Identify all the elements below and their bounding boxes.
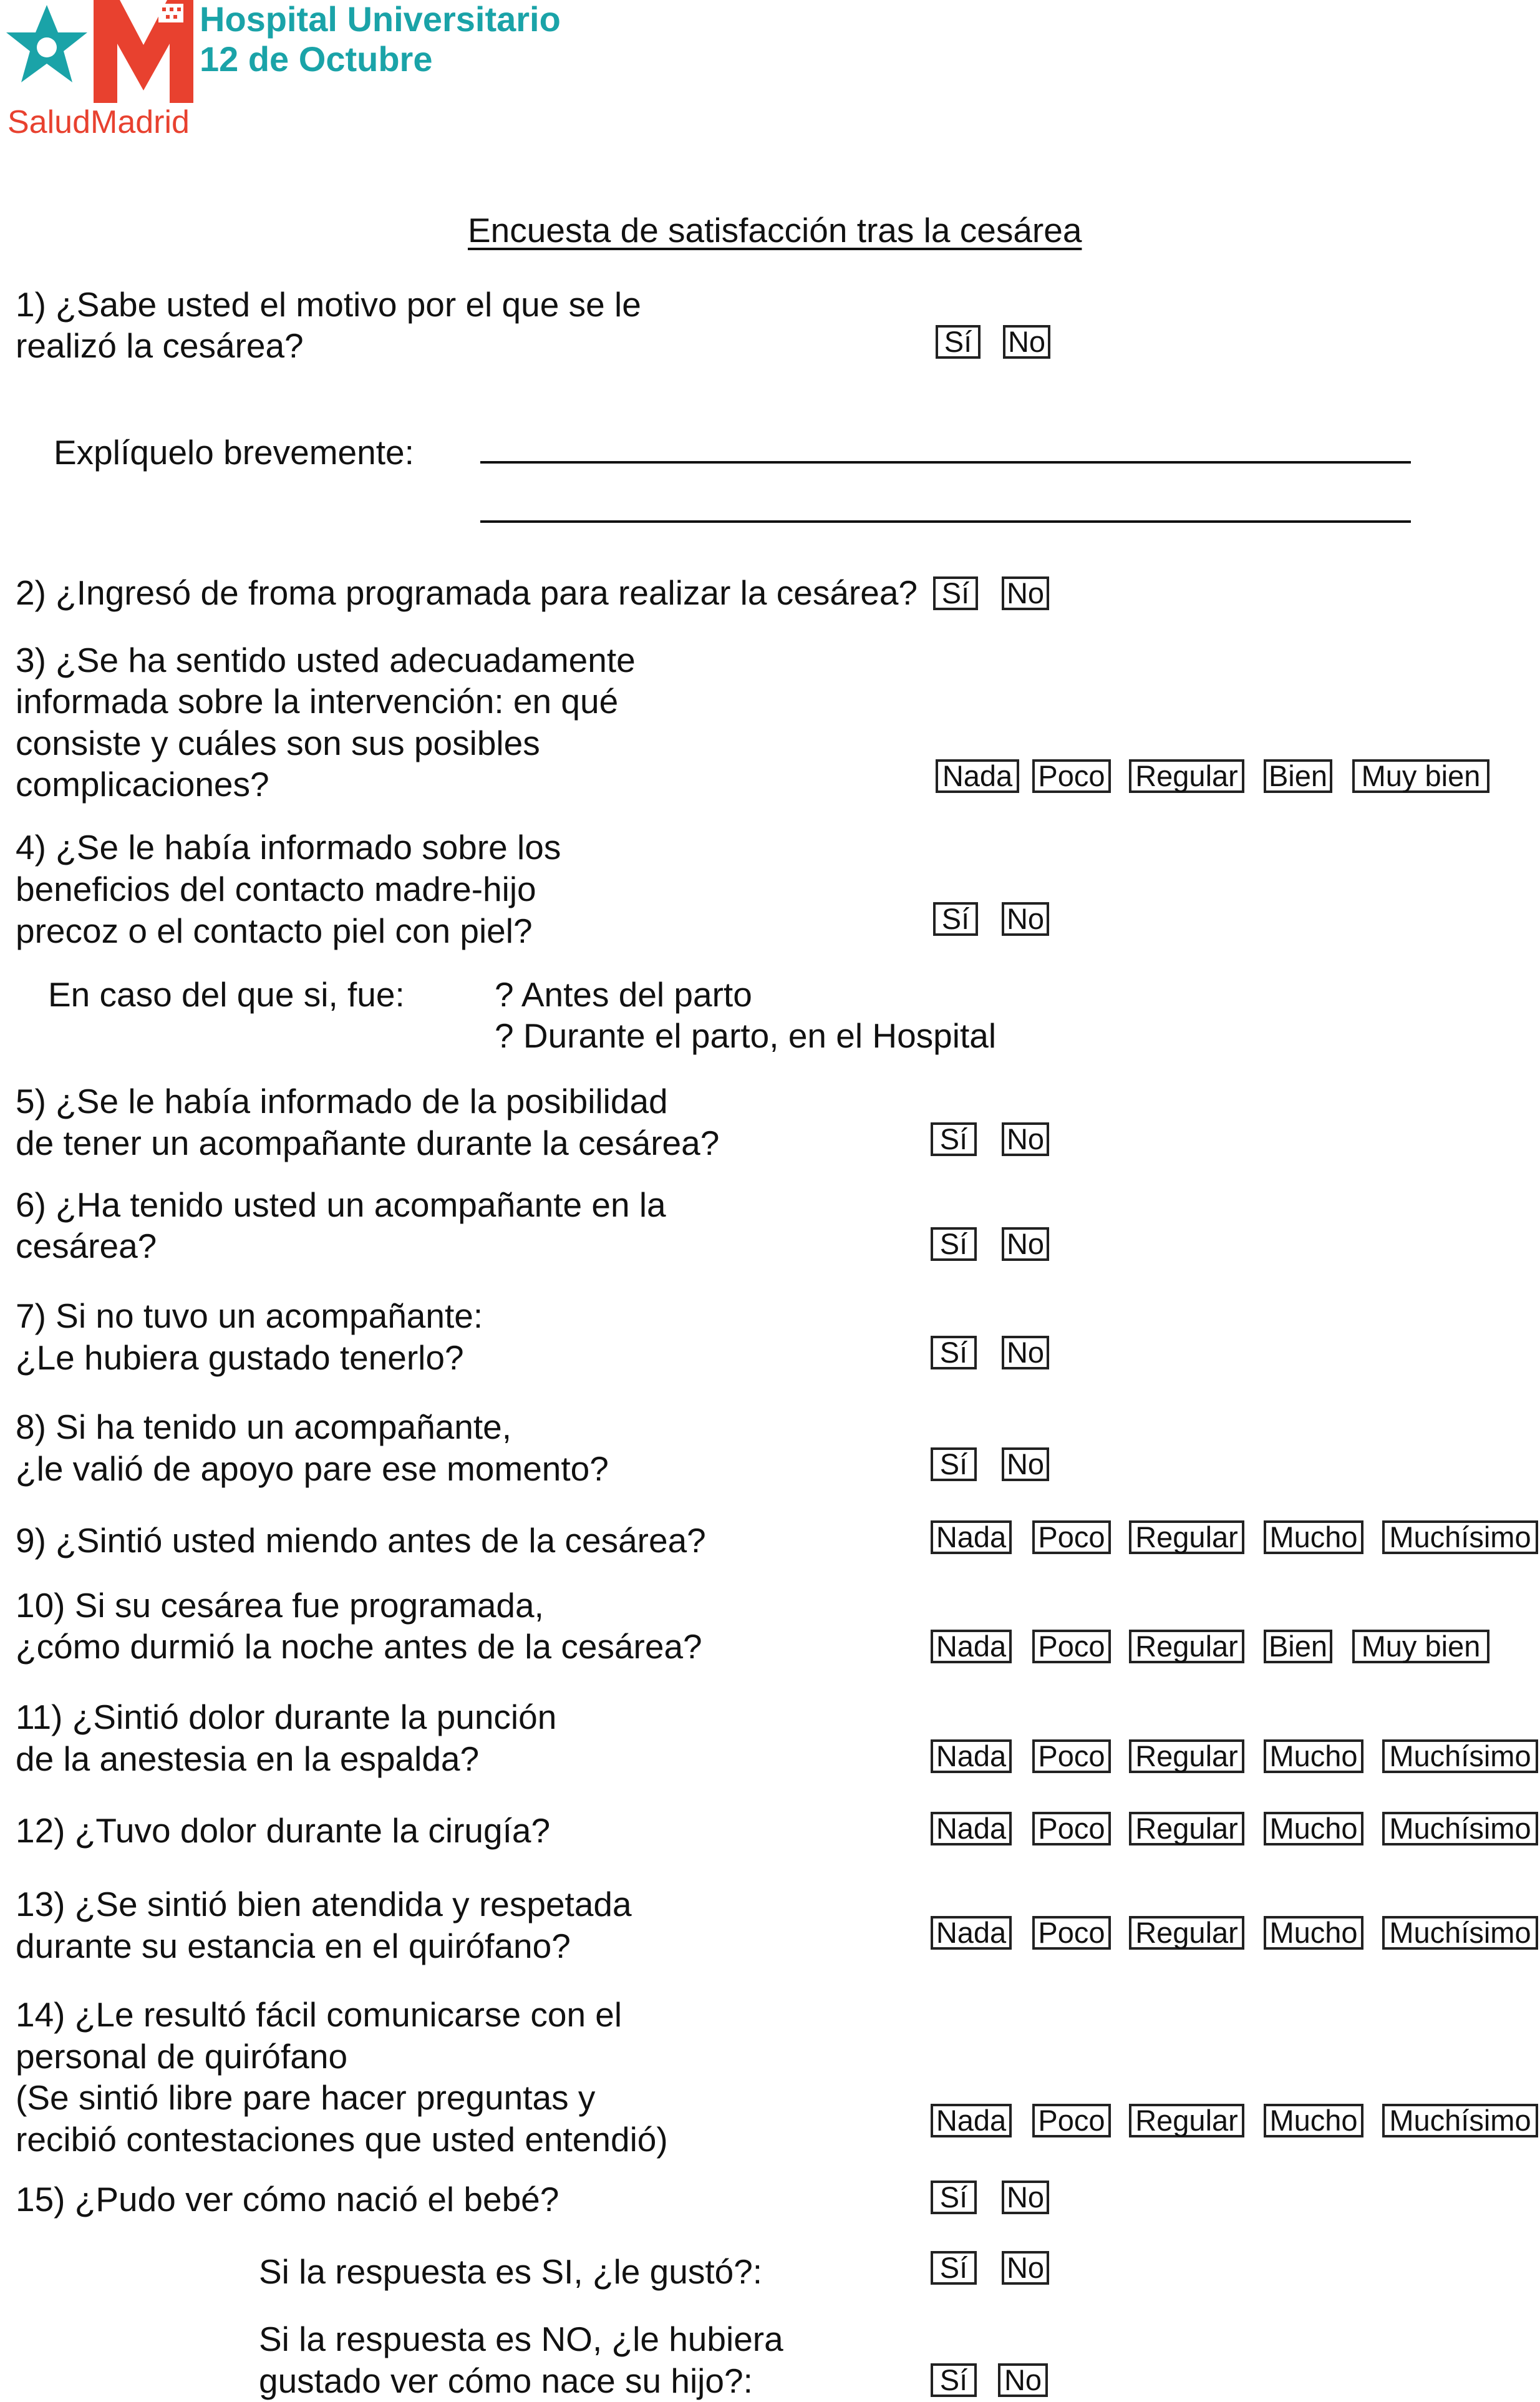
q15-sub2-no-box[interactable]: No (998, 2363, 1048, 2397)
q11-poco-box[interactable]: Poco (1032, 1739, 1111, 1773)
q10-poco-box[interactable]: Poco (1032, 1630, 1111, 1663)
q13-nada-box[interactable]: Nada (931, 1916, 1012, 1950)
q3-muy-bien-box[interactable]: Muy bien (1352, 759, 1489, 793)
q3-nada-box[interactable]: Nada (936, 759, 1019, 793)
q15-si-box[interactable]: Sí (931, 2181, 977, 2214)
q14-line1: 14) ¿Le resultó fácil comunicarse con el (16, 1995, 622, 2034)
hospital-name-line2: 12 de Octubre (200, 39, 433, 79)
q15-line1: 15) ¿Pudo ver cómo nació el bebé? (16, 2180, 559, 2219)
q9-regular-box[interactable]: Regular (1129, 1520, 1244, 1554)
q6-no-box[interactable]: No (1002, 1227, 1049, 1261)
q4-line2: beneficios del contacto madre-hijo (16, 870, 536, 908)
q12-regular-box[interactable]: Regular (1129, 1812, 1244, 1845)
q10-bien-box[interactable]: Bien (1264, 1630, 1332, 1663)
q2-line1: 2) ¿Ingresó de froma programada para realizar la cesárea? (16, 573, 918, 612)
q9-muchisimo-box[interactable]: Muchísimo (1382, 1520, 1538, 1554)
star-logo-icon (0, 0, 94, 100)
q1-no-box[interactable]: No (1003, 325, 1050, 359)
q5-line1: 5) ¿Se le había informado de la posibilidad (16, 1082, 668, 1121)
q3-poco-box[interactable]: Poco (1032, 759, 1111, 793)
q13-muchisimo-box[interactable]: Muchísimo (1382, 1916, 1538, 1950)
q3-line1: 3) ¿Se ha sentido usted adecuadamente (16, 641, 636, 679)
q9-nada-box[interactable]: Nada (931, 1520, 1012, 1554)
q11-line2: de la anestesia en la espalda? (16, 1739, 480, 1778)
salud-madrid-brand (7, 104, 190, 141)
q15-sub1-si-box[interactable]: Sí (931, 2251, 977, 2285)
q7-line1: 7) Si no tuvo un acompañante: (16, 1296, 483, 1335)
q7-si-box[interactable]: Sí (931, 1336, 977, 1369)
q13-mucho-box[interactable]: Mucho (1264, 1916, 1363, 1950)
q2-no-box[interactable]: No (1002, 576, 1049, 610)
q4-followup-label: En caso del que si, fue: (48, 975, 405, 1014)
q10-nada-box[interactable]: Nada (931, 1630, 1012, 1663)
q7-no-box[interactable]: No (1002, 1336, 1049, 1369)
q12-nada-box[interactable]: Nada (931, 1812, 1012, 1845)
q1-explain-label: Explíquelo brevemente: (54, 433, 414, 472)
q4-option-antes[interactable]: ? Antes del parto (495, 975, 752, 1014)
q8-line1: 8) Si ha tenido un acompañante, (16, 1408, 512, 1446)
q15-sub1-label: Si la respuesta es SI, ¿le gustó?: (259, 2252, 763, 2291)
q8-no-box[interactable]: No (1002, 1447, 1049, 1481)
q5-si-box[interactable]: Sí (931, 1122, 977, 1156)
q6-si-box[interactable]: Sí (931, 1227, 977, 1261)
q11-mucho-box[interactable]: Mucho (1264, 1739, 1363, 1773)
q13-regular-box[interactable]: Regular (1129, 1916, 1244, 1950)
q14-muchisimo-box[interactable]: Muchísimo (1382, 2104, 1538, 2137)
q4-si-box[interactable]: Sí (933, 902, 978, 936)
q10-muy-bien-box[interactable]: Muy bien (1352, 1630, 1489, 1663)
q14-line3: (Se sintió libre pare hacer preguntas y (16, 2078, 596, 2117)
q15-sub2-line1: Si la respuesta es NO, ¿le hubiera (259, 2320, 783, 2358)
q12-poco-box[interactable]: Poco (1032, 1812, 1111, 1845)
brand-madrid: Madrid (90, 104, 190, 140)
q3-regular-box[interactable]: Regular (1129, 759, 1244, 793)
q9-mucho-box[interactable]: Mucho (1264, 1520, 1363, 1554)
q6-line1: 6) ¿Ha tenido usted un acompañante en la (16, 1185, 666, 1224)
q11-regular-box[interactable]: Regular (1129, 1739, 1244, 1773)
q14-regular-box[interactable]: Regular (1129, 2104, 1244, 2137)
q9-poco-box[interactable]: Poco (1032, 1520, 1111, 1554)
q4-option-durante[interactable]: ? Durante el parto, en el Hospital (495, 1016, 997, 1055)
q12-mucho-box[interactable]: Mucho (1264, 1812, 1363, 1845)
q2-si-box[interactable]: Sí (933, 576, 978, 610)
q8-line2: ¿le valió de apoyo pare ese momento? (16, 1449, 609, 1488)
q15-no-box[interactable]: No (1002, 2181, 1049, 2214)
q7-line2: ¿Le hubiera gustado tenerlo? (16, 1338, 464, 1377)
q9-line1: 9) ¿Sintió usted miendo antes de la cesárea? (16, 1521, 706, 1560)
q3-line2: informada sobre la intervención: en qué (16, 682, 619, 721)
q6-line2: cesárea? (16, 1227, 157, 1265)
q1-line1: 1) ¿Sabe usted el motivo por el que se le (16, 285, 641, 324)
q1-answer-line-1[interactable] (480, 461, 1411, 464)
q14-mucho-box[interactable]: Mucho (1264, 2104, 1363, 2137)
q4-line1: 4) ¿Se le había informado sobre los (16, 828, 561, 867)
page-title: Encuesta de satisfacción tras la cesárea (468, 211, 1082, 250)
q5-line2: de tener un acompañante durante la cesárea? (16, 1124, 720, 1162)
q3-line3: consiste y cuáles son sus posibles (16, 724, 540, 762)
hospital-name-line1: Hospital Universitario (200, 0, 561, 39)
q1-answer-line-2[interactable] (480, 520, 1411, 523)
q14-line4: recibió contestaciones que usted entendió) (16, 2120, 668, 2159)
q12-muchisimo-box[interactable]: Muchísimo (1382, 1812, 1538, 1845)
q11-line1: 11) ¿Sintió dolor durante la punción (16, 1698, 557, 1736)
q10-regular-box[interactable]: Regular (1129, 1630, 1244, 1663)
q11-nada-box[interactable]: Nada (931, 1739, 1012, 1773)
q13-line1: 13) ¿Se sintió bien atendida y respetada (16, 1885, 632, 1923)
q12-line1: 12) ¿Tuvo dolor durante la cirugía? (16, 1811, 551, 1850)
q8-si-box[interactable]: Sí (931, 1447, 977, 1481)
q3-bien-box[interactable]: Bien (1264, 759, 1332, 793)
brand-salud: Salud (7, 104, 90, 140)
q13-poco-box[interactable]: Poco (1032, 1916, 1111, 1950)
hospital-logo (0, 0, 561, 147)
q14-nada-box[interactable]: Nada (931, 2104, 1012, 2137)
q10-line2: ¿cómo durmió la noche antes de la cesárea? (16, 1627, 702, 1666)
q4-line3: precoz o el contacto piel con piel? (16, 912, 533, 950)
q5-no-box[interactable]: No (1002, 1122, 1049, 1156)
q13-line2: durante su estancia en el quirófano? (16, 1927, 571, 1965)
q4-no-box[interactable]: No (1002, 902, 1049, 936)
q14-line2: personal de quirófano (16, 2037, 348, 2076)
q1-line2: realizó la cesárea? (16, 326, 304, 365)
m-logo-icon (94, 0, 193, 103)
q1-si-box[interactable]: Sí (936, 325, 981, 359)
q15-sub2-line2: gustado ver cómo nace su hijo?: (259, 2361, 753, 2400)
q11-muchisimo-box[interactable]: Muchísimo (1382, 1739, 1538, 1773)
q15-sub1-no-box[interactable]: No (1002, 2251, 1049, 2285)
q14-poco-box[interactable]: Poco (1032, 2104, 1111, 2137)
q15-sub2-si-box[interactable]: Sí (931, 2363, 977, 2397)
q3-line4: complicaciones? (16, 765, 269, 804)
q10-line1: 10) Si su cesárea fue programada, (16, 1586, 544, 1625)
